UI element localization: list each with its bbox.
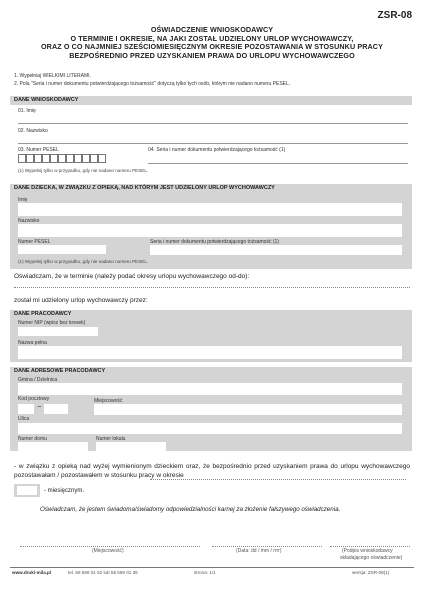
months-input[interactable] <box>17 486 37 495</box>
digit-cell[interactable] <box>34 245 42 254</box>
footer-phone: tel. 58 559 01 52 lub 58 559 01 36 <box>68 570 138 575</box>
child-first-name-field[interactable] <box>18 203 402 216</box>
street-label: Ulica <box>18 416 30 422</box>
digit-cell[interactable] <box>58 327 66 336</box>
postal-code-label: Kod pocztowy <box>18 396 50 402</box>
digit-cell[interactable] <box>42 154 50 163</box>
instruction-2: 2. Pola "Seria i numer dokumentu potwierdzającego tożsamość" dotyczą tylko tych osób, którym nie nadano numeru PESEL. <box>14 81 291 87</box>
digit-cell[interactable] <box>60 404 68 414</box>
employer-address-header: DANE ADRESOWE PRACODAWCY <box>10 367 412 376</box>
applicant-last-name-field[interactable] <box>18 134 408 144</box>
postal-code-dash: – <box>37 403 42 410</box>
flat-no-label: Numer lokalu <box>96 436 126 442</box>
commune-field[interactable] <box>18 383 402 395</box>
child-first-name-label: Imię <box>18 197 28 203</box>
child-document-label: Seria i numer dokumentu potwierdzającego tożsamość (1) <box>150 239 279 245</box>
applicant-note: (1) Wypełnij tylko w przypadku, gdy nie nadano numeru PESEL. <box>18 168 149 173</box>
house-no-field[interactable] <box>18 442 88 451</box>
term-period-field[interactable] <box>14 286 410 288</box>
digit-cell[interactable] <box>90 327 98 336</box>
digit-cell[interactable] <box>26 327 34 336</box>
digit-cell[interactable] <box>18 245 26 254</box>
digit-cell[interactable] <box>44 404 52 414</box>
applicant-header: DANE WNIOSKODAWCY <box>10 96 412 105</box>
digit-cell[interactable] <box>42 245 50 254</box>
digit-cell[interactable] <box>18 327 26 336</box>
employer-header: DANE PRACODAWCY <box>10 310 412 319</box>
child-pesel-label: Numer PESEL <box>18 239 51 245</box>
child-last-name-field[interactable] <box>18 224 402 237</box>
digit-cell[interactable] <box>82 327 90 336</box>
employment-period-field[interactable] <box>150 478 406 480</box>
child-document-field[interactable] <box>150 245 402 255</box>
digit-cell[interactable] <box>34 327 42 336</box>
digit-cell[interactable] <box>82 245 90 254</box>
digit-cell[interactable] <box>66 154 74 163</box>
child-note: (1) Wypełnij tylko w przypadku, gdy nie nadano numeru PESEL. <box>18 259 149 264</box>
street-field[interactable] <box>18 423 402 434</box>
digit-cell[interactable] <box>98 154 106 163</box>
child-header: DANE DZIECKA, W ZWIĄZKU Z OPIEKĄ, NAD KTÓRYM JEST UDZIELONY URLOP WYCHOWAWCZY <box>10 184 412 193</box>
statement-granted: został mi udzielony urlop wychowawczy przez: <box>14 297 148 304</box>
instruction-1: 1. Wypełniaj WIELKIMI LITERAMI. <box>14 73 91 79</box>
digit-cell[interactable] <box>34 154 42 163</box>
digit-cell[interactable] <box>74 245 82 254</box>
employer-nip-input[interactable] <box>18 327 98 336</box>
postal-code-input[interactable] <box>18 404 82 414</box>
digit-cell[interactable] <box>66 245 74 254</box>
house-no-label: Numer domu <box>18 436 47 442</box>
digit-cell[interactable] <box>42 327 50 336</box>
title-line: OŚWIADCZENIE WNIOSKODAWCY <box>150 25 274 34</box>
digit-cell[interactable] <box>82 154 90 163</box>
declaration-text: Oświadczam, że jestem świadoma/świadomy odpowiedzialności karnej za złożenie fałszywego oświadczenia. <box>40 506 341 513</box>
form-title <box>20 26 404 60</box>
digit-cell[interactable] <box>50 245 58 254</box>
digit-cell[interactable] <box>18 154 26 163</box>
title-line: O TERMINIE I OKRESIE, NA JAKI ZOSTAŁ UDZIELONY URLOP WYCHOWAWCZY, <box>70 33 354 43</box>
applicant-first-name-field[interactable] <box>18 114 408 124</box>
applicant-pesel-input[interactable] <box>18 154 106 163</box>
applicant-pesel-label: 03. Numer PESEL <box>18 147 59 153</box>
city-label: Miejscowość <box>94 398 123 404</box>
statement-employment: - w związku z opieką nad wyżej wymienionym dzieckiem oraz, że bezpośrednio przed uzyskaniem prawa do urlopu wychowawczego pozostawałam / pozostawałem w stosunku pracy w okresie <box>14 463 410 479</box>
city-field[interactable] <box>94 404 402 415</box>
employer-nip-label: Numer NIP (wpisz bez kresek) <box>18 320 86 326</box>
signature-label-2: składającego oświadczenie) <box>340 555 403 561</box>
footer-page: strona: 1/1 <box>194 570 216 575</box>
date-field[interactable] <box>212 545 322 547</box>
child-last-name-label: Nazwisko <box>18 218 40 224</box>
applicant-document-field[interactable] <box>148 154 408 164</box>
digit-cell[interactable] <box>50 154 58 163</box>
flat-no-field[interactable] <box>96 442 166 451</box>
employer-name-label: Nazwa pełna <box>18 340 47 346</box>
digit-cell[interactable] <box>90 154 98 163</box>
employer-name-field[interactable] <box>18 346 402 359</box>
digit-cell[interactable] <box>66 327 74 336</box>
place-label: (Miejscowość) <box>92 548 124 554</box>
digit-cell[interactable] <box>74 154 82 163</box>
applicant-last-name-label: 02. Nazwisko <box>18 128 48 134</box>
digit-cell[interactable] <box>52 404 60 414</box>
months-label: - miesięcznym. <box>44 488 85 494</box>
signature-label-1: (Podpis wnioskodawcy <box>342 548 393 554</box>
digit-cell[interactable] <box>74 327 82 336</box>
child-pesel-input[interactable] <box>18 245 106 254</box>
footer-website[interactable]: www.druki-mila.pl <box>12 570 52 575</box>
date-label: (Data: dd / mm / rrrr) <box>236 548 282 554</box>
footer-version: wersja: ZSR-08(1) <box>352 570 390 575</box>
digit-cell[interactable] <box>26 245 34 254</box>
digit-cell[interactable] <box>18 404 26 414</box>
signature-field[interactable] <box>330 545 410 547</box>
place-field[interactable] <box>20 545 200 547</box>
footer-divider <box>10 567 414 568</box>
applicant-first-name-label: 01. Imię <box>18 108 36 114</box>
digit-cell[interactable] <box>50 327 58 336</box>
statement-term: Oświadczam, że w terminie (należy podać okresy urlopu wychowawczego od-do): <box>14 273 250 280</box>
digit-cell[interactable] <box>58 245 66 254</box>
title-line: ORAZ O CO NAJMNIEJ SZEŚCIOMIESIĘCZNYM OKRESIE POZOSTAWANIA W STOSUNKU PRACY <box>40 42 383 52</box>
title-line: BEZPOŚREDNIO PRZED UZYSKANIEM PRAWA DO URLOPU WYCHOWAWCZEGO <box>69 50 355 60</box>
applicant-document-label: 04. Seria i numer dokumentu potwierdzającego tożsamość (1) <box>148 147 286 153</box>
form-code: ZSR-08 <box>377 10 412 21</box>
digit-cell[interactable] <box>98 245 106 254</box>
digit-cell[interactable] <box>90 245 98 254</box>
digit-cell[interactable] <box>58 154 66 163</box>
digit-cell[interactable] <box>26 404 34 414</box>
digit-cell[interactable] <box>26 154 34 163</box>
commune-label: Gmina / Dzielnica <box>18 377 58 383</box>
